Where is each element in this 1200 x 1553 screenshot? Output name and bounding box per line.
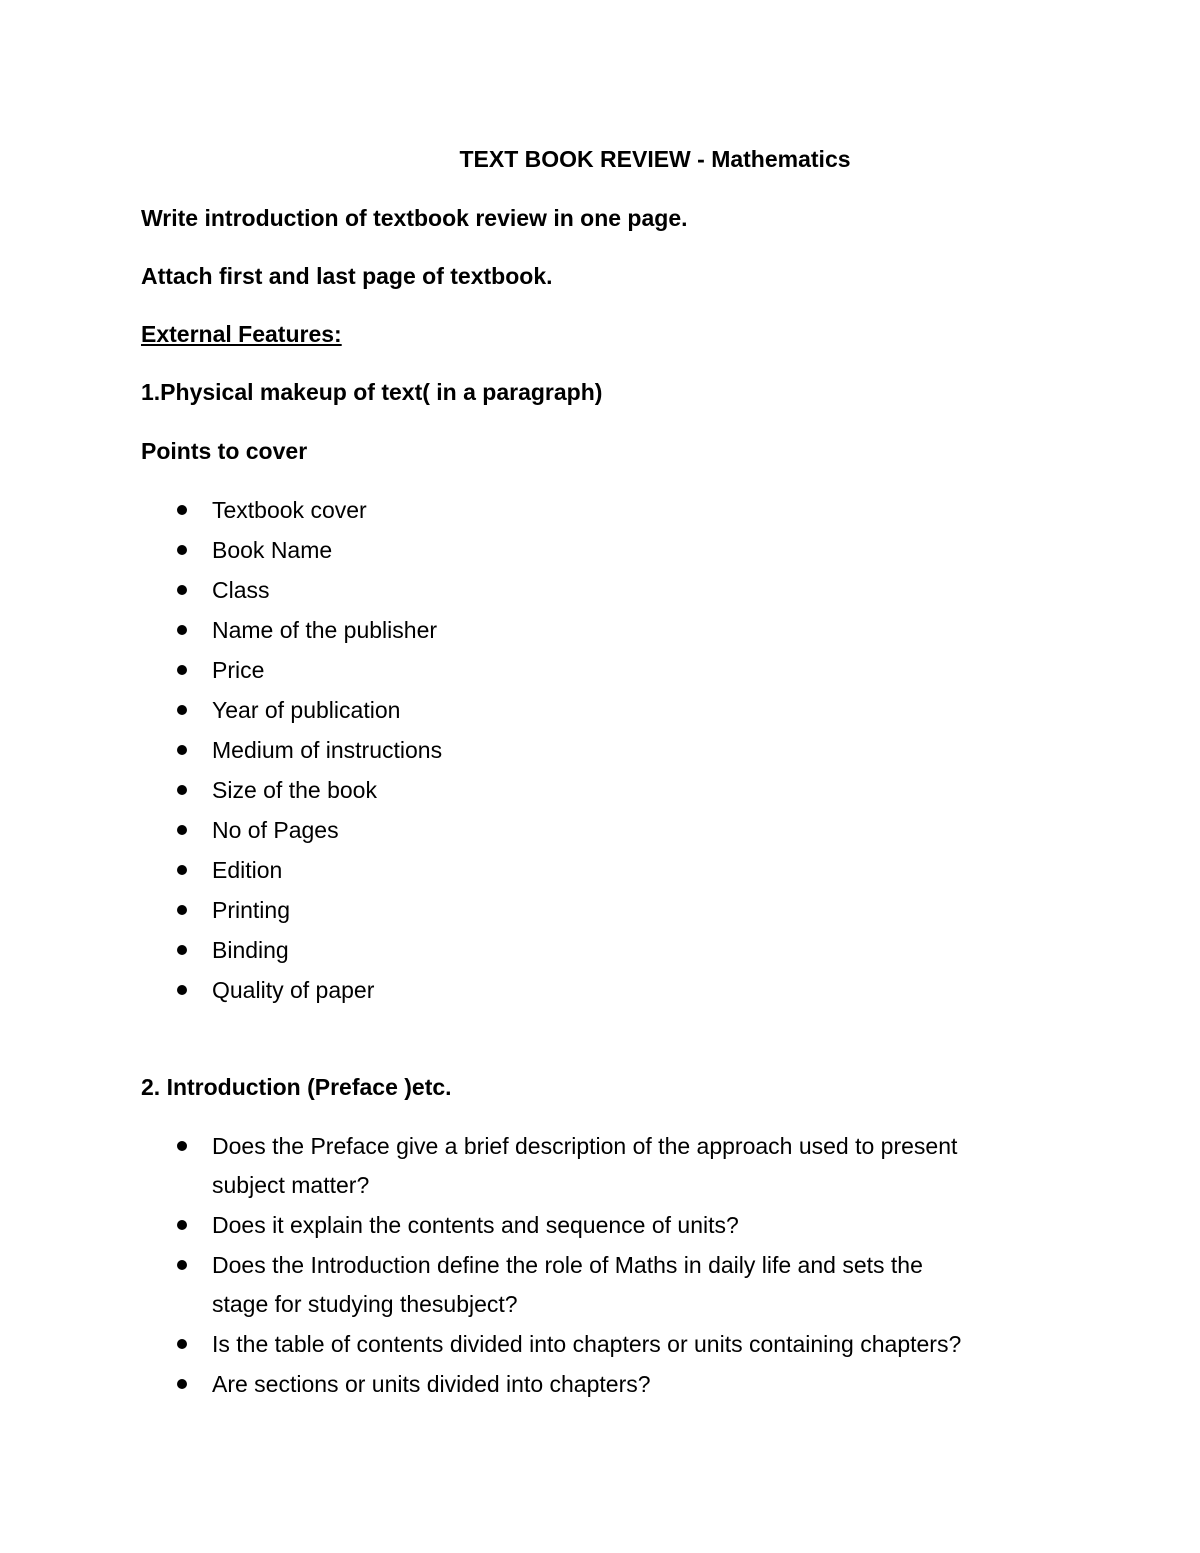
bullet-icon — [177, 665, 187, 675]
bullet-icon — [177, 865, 187, 875]
bullet-icon — [177, 625, 187, 635]
subsection-introduction-preface: 2. Introduction (Preface )etc. — [141, 1074, 452, 1100]
instruction-attach-pages: Attach first and last page of textbook. — [141, 263, 553, 289]
bullet-icon — [177, 1260, 187, 1270]
section-heading-external-features: External Features: — [141, 321, 342, 347]
bullet-icon — [177, 785, 187, 795]
bullet-icon — [177, 745, 187, 755]
bullet-icon — [177, 985, 187, 995]
points-to-cover-label: Points to cover — [141, 438, 308, 464]
bullet-icon — [177, 1379, 187, 1389]
instruction-introduction: Write introduction of textbook review in one page. — [141, 205, 688, 231]
document-page: TEXT BOOK REVIEW - Mathematics Write introduction of textbook review in one page. Attach first and last page of textbook. External Features: 1.Physical makeup of text( in a paragraph) Points to cover Textbook cover Book Name Class Name of the publisher Price Year of publication Medium of instructions Size of the book No of Pages Edition Printing Binding Quality of paper 2. Introduction (Preface )etc. Does the Preface give a brief description of the approach used to present subject matter? Does it explain the contents and sequence of units? Does the Introduction define the role of Maths in daily life and sets the stage for studying thesubject? Is the table of contents divided into chapters or units containing chapters? Are sections or units divided into chapters? — [0, 0, 1200, 1553]
document-title: TEXT BOOK REVIEW - Mathematics — [459, 146, 851, 172]
bullet-icon — [177, 1220, 187, 1230]
bullet-icon — [177, 945, 187, 955]
bullet-icon — [177, 1141, 187, 1151]
bullet-icon — [177, 585, 187, 595]
bullet-icon — [177, 705, 187, 715]
bullet-icon — [177, 905, 187, 915]
bullet-icon — [177, 545, 187, 555]
bullet-icon — [177, 1339, 187, 1349]
subsection-physical-makeup: 1.Physical makeup of text( in a paragraph) — [141, 379, 603, 405]
bullet-icon — [177, 505, 187, 515]
bullet-icon — [177, 825, 187, 835]
